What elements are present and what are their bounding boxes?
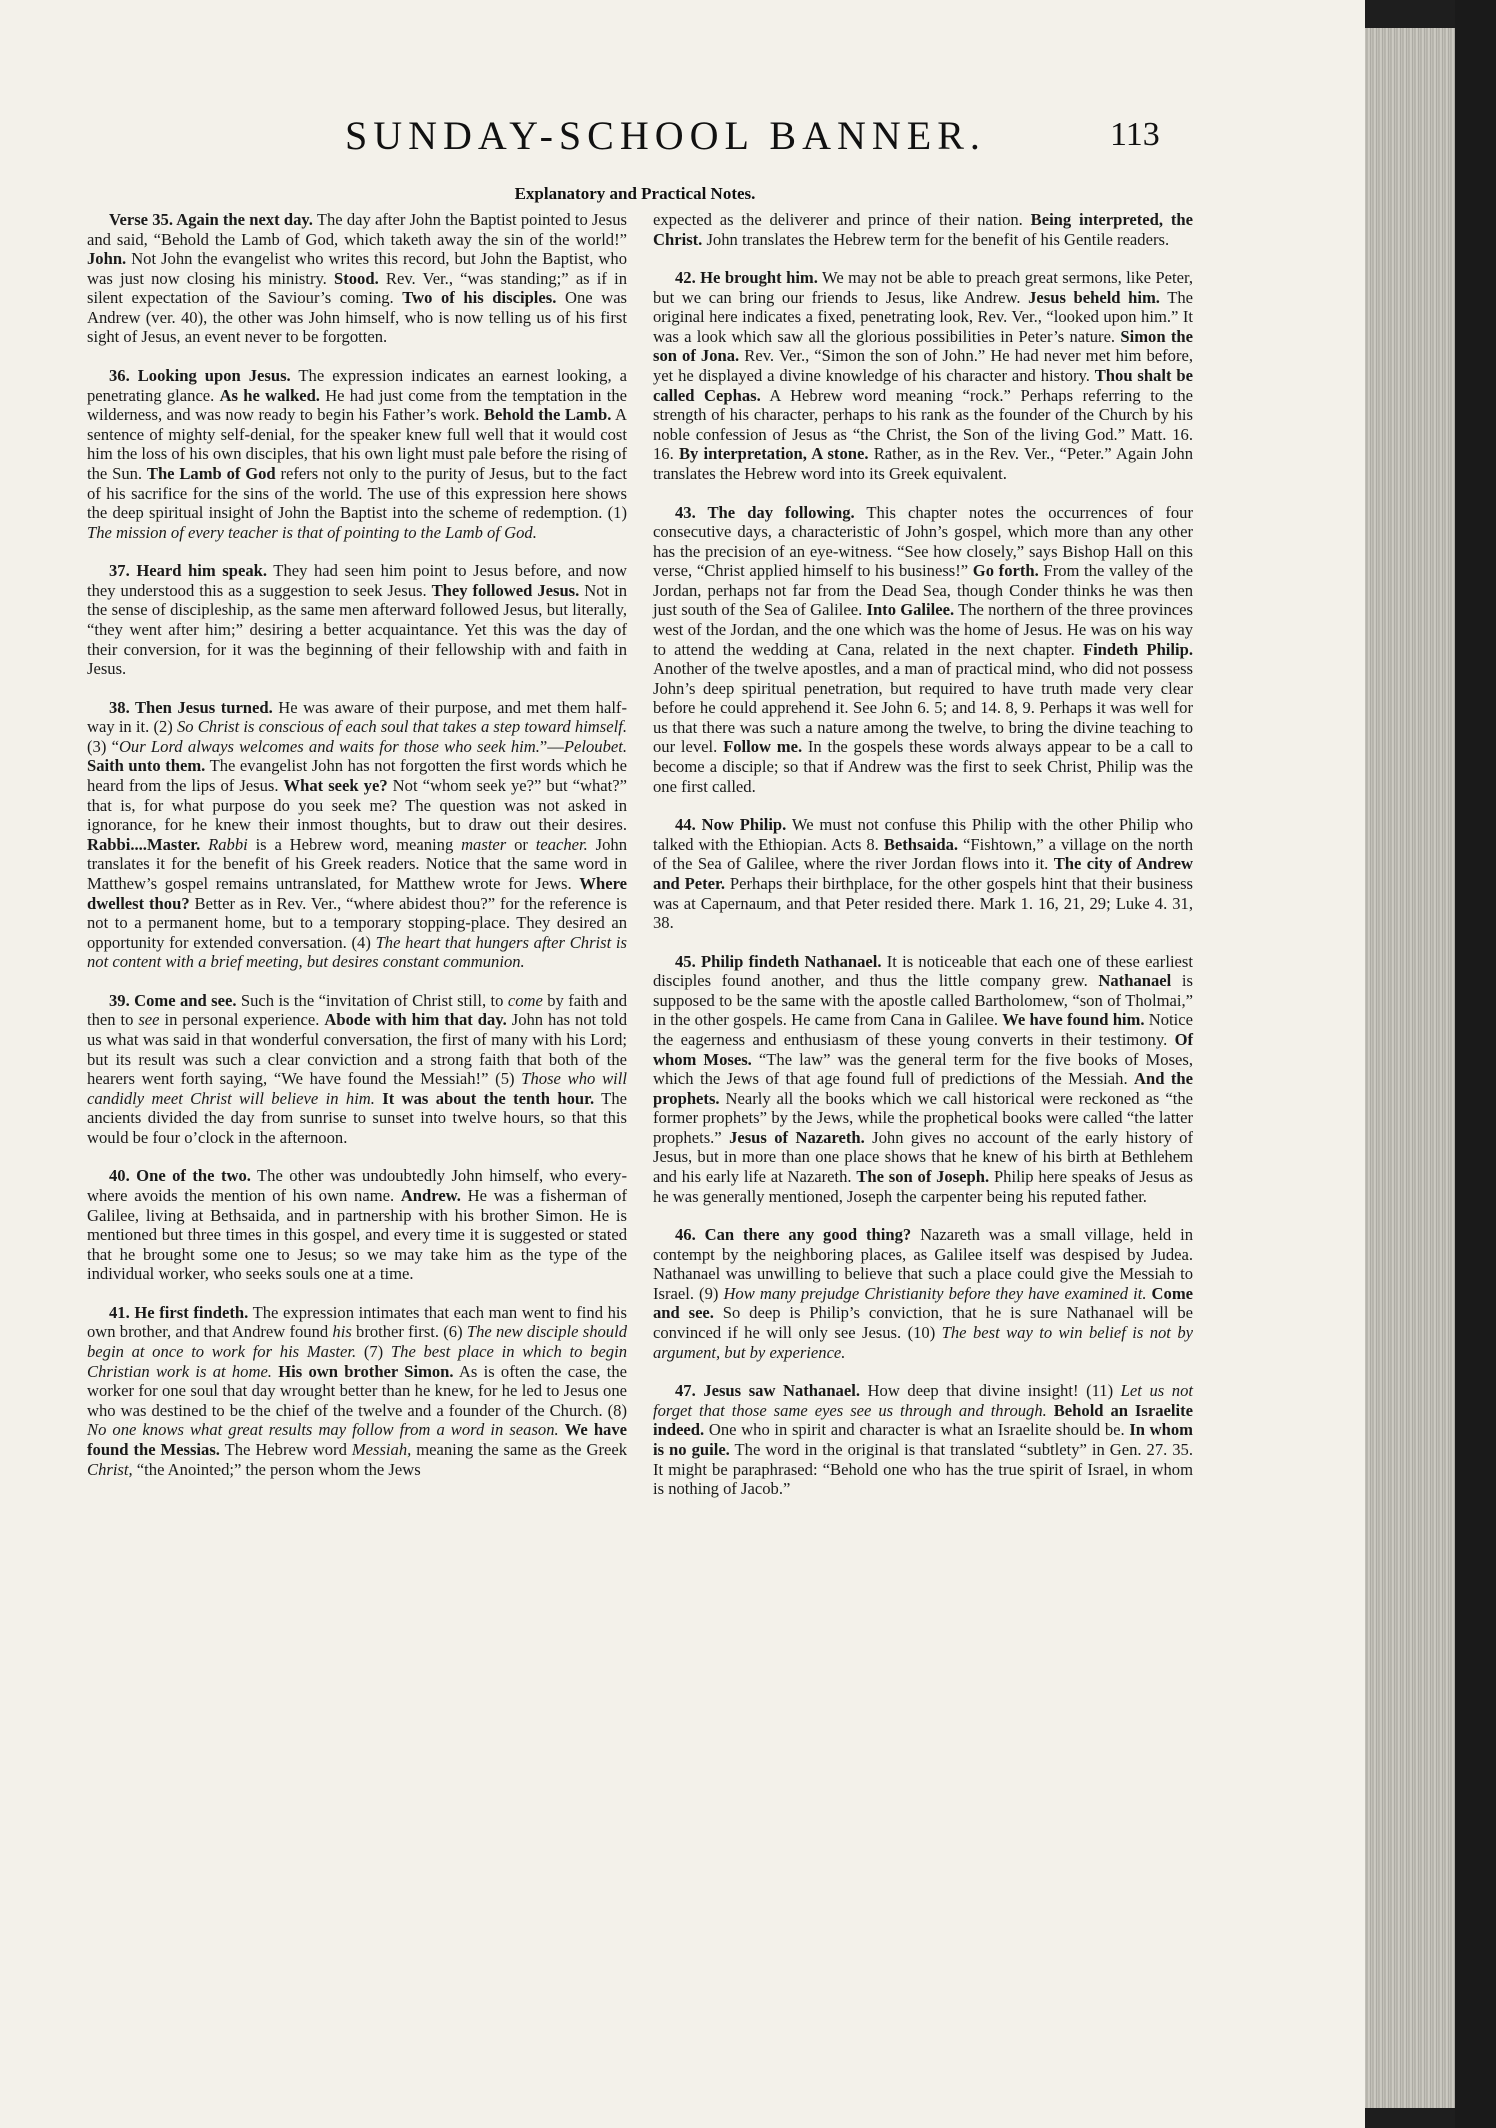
note-text: expected as the deliverer and prince of their nation. xyxy=(653,210,1031,229)
note-text: refers not only to the purity of Jesus, but to the fact of his sacrifice for the sins of the world. The use of this expression here shows the deep spiritual insight of John the Baptist into the scheme of redemption. (1) xyxy=(87,463,627,523)
note-text: or xyxy=(506,834,536,854)
note-text: We must not confuse this Philip with the other Philip who talked with the Ethiopian. Acts 8. xyxy=(653,815,1193,854)
book-cover-shadow xyxy=(1455,0,1496,2128)
italic-text: Peloubet. xyxy=(563,736,627,756)
note-lemma: And the prophets. xyxy=(653,1069,1193,1108)
note-lemma: Thou shalt be called Cephas. xyxy=(653,366,1193,405)
note-lemma: 42. He brought him. xyxy=(675,268,818,288)
note-lemma: 43. The day following. xyxy=(675,502,855,522)
note-lemma: John. xyxy=(87,249,127,269)
italic-text: No one knows what great results may follow from a word in season. xyxy=(87,1420,559,1440)
note-text: He had just come from the temptation in the wilderness, and was now ready to begin his Father’s work. xyxy=(87,385,627,425)
italic-text: master xyxy=(461,834,507,854)
note-text: The original here indicates a fixed, penetrating look, Rev. Ver., “looked upon him.” It was a look which saw all the glorious possibilities in Peter’s nature. xyxy=(653,287,1193,346)
note-lemma: Come and see. xyxy=(653,1283,1194,1323)
note-lemma: 44. Now Philip. xyxy=(675,815,787,835)
note-lemma: 40. One of the two. xyxy=(109,1166,251,1186)
note-text: John gives no account of the early history of Jesus, but in more than one place shows that he knew of his birth at Bethlehem and his early life at Nazareth. xyxy=(653,1127,1194,1187)
note-lemma: By interpretation, A stone. xyxy=(678,444,869,464)
note-text: From the valley of the Jordan, perhaps not far from the Dead Sea, though Conder thinks he was then just south of the Sea of Galilee. xyxy=(653,561,1193,620)
note-text: “Fishtown,” a village on the north of the Sea of Galilee, where the river Jordan flows into it. xyxy=(653,834,1193,874)
note-paragraph xyxy=(653,210,1193,249)
italic-text: Christ, xyxy=(87,1459,133,1479)
note-text: John has not told us what was said in that wonderful conversation, the first of many with his Lord; but its result was such a clear conviction and a strong faith that both of the hearers went forth saying, “We have found the Messiah!” (5) xyxy=(87,1010,627,1089)
note-paragraph xyxy=(653,503,1193,797)
note-lemma: They followed Jesus. xyxy=(431,580,580,600)
note-lemma: 46. Can there any good thing? xyxy=(675,1225,912,1245)
note-text xyxy=(200,835,208,854)
note-lemma: Nathanael xyxy=(1098,971,1172,991)
note-lemma: Simon the son of Jona. xyxy=(653,326,1193,366)
note-text: Nazareth was a small village, held in contempt by the neighboring places, as Galilee itself was despised by Judea. Nathanael was unwilling to believe that such a place could give the Messiah to Israel. (9) xyxy=(653,1225,1193,1303)
note-text: brother first. (6) xyxy=(351,1322,467,1342)
note-text: ”— xyxy=(539,736,564,756)
note-lemma: Jesus beheld him. xyxy=(1028,287,1160,307)
note-text: “The law” was the general term for the five books of Moses, which the Jews of that age found full of predictions of the Messiah. xyxy=(653,1049,1193,1089)
note-lemma: We have found the Messias. xyxy=(87,1420,628,1459)
note-lemma: It was about the tenth hour. xyxy=(382,1088,595,1108)
italic-text: So Christ is conscious of each soul that takes a step toward himself. xyxy=(176,717,627,737)
note-paragraph xyxy=(87,1166,627,1283)
note-lemma: His own brother Simon. xyxy=(278,1361,454,1381)
note-text: “the Anointed;” the person whom the Jews xyxy=(132,1459,421,1479)
note-text: Rather, as in the Rev. Ver., “Peter.” Again John translates the Hebrew word into its Greek equivalent. xyxy=(653,444,1194,483)
note-lemma: Rabbi....Master. xyxy=(87,834,201,854)
note-text: How deep that divine insight! (11) xyxy=(859,1381,1121,1401)
note-text: He was a fisherman of Galilee, living at Bethsaida, and in partnership with his brother Simon. He is mentioned but three times in this gospel, and every time it is suggested or stated that he brought some one to Jesus; so we may take him as the type of the individual worker, who seeks souls one at a time. xyxy=(87,1186,627,1284)
note-text: John translates it for the benefit of his Greek readers. Notice that the same word in Matthew’s gospel remains untranslated, for Matthew wrote for Jews. xyxy=(87,834,628,893)
note-lemma: Of whom Moses. xyxy=(653,1029,1193,1069)
section-heading: Explanatory and Practical Notes. xyxy=(514,184,756,203)
note-text: meaning the same as the Greek xyxy=(411,1439,628,1459)
note-paragraph xyxy=(653,1225,1193,1362)
note-lemma: 39. Come and see. xyxy=(109,990,237,1010)
note-text: One was Andrew (ver. 40), the other was John himself, who is now telling us of his first sight of Jesus, an event never to be forgotten. xyxy=(87,288,628,347)
note-lemma: 38. Then Jesus turned. xyxy=(109,697,273,717)
note-paragraph xyxy=(87,366,627,542)
note-text: Rev. Ver., “was standing;” as if in silent expectation of the Saviour’s coming. xyxy=(87,268,628,308)
page-header xyxy=(80,112,1190,162)
note-text: in personal experience. xyxy=(159,1010,325,1030)
note-lemma: Findeth Philip. xyxy=(1082,639,1194,659)
note-text: The word in the original is that translated “subtlety” in Gen. 27. 35. It might be paraphrased: “Behold one who has the true spirit of Israel, in whom is nothing of Jacob.” xyxy=(653,1439,1193,1499)
note-text: The evangelist John has not forgotten the first words which he heard from the lips of Jesus. xyxy=(87,756,627,796)
note-text: Nearly all the books which we call historical were reckoned as “the former prophets” by the Jews, while the prophetical books were called “the latter prophets.” xyxy=(653,1088,1193,1147)
note-lemma: Bethsaida. xyxy=(883,834,959,854)
note-lemma: In whom is no guile. xyxy=(653,1420,1193,1459)
note-lemma: Saith unto them. xyxy=(87,756,206,776)
note-text: The northern of the three provinces west of the Jordan, and the one which was the home of Jesus. He was on his way to attend the wedding at Cana, related in the next chapter. xyxy=(653,600,1193,659)
italic-text: How many prejudge Christianity before they have examined it. xyxy=(723,1283,1147,1303)
note-lemma: The city of Andrew and Peter. xyxy=(653,854,1193,893)
italic-text: The best place in which to begin Christian work is at home. xyxy=(87,1342,628,1381)
note-lemma: As he walked. xyxy=(219,385,320,405)
note-text: They had seen him point to Jesus before, and now they understood this as a suggestion to seek Jesus. xyxy=(87,561,627,600)
right-column xyxy=(653,210,1193,1518)
note-text: by faith and then to xyxy=(87,990,627,1030)
note-lemma: The Lamb of God xyxy=(146,463,276,483)
note-paragraph xyxy=(653,268,1193,483)
note-lemma: 37. Heard him speak. xyxy=(109,561,268,581)
page-edges xyxy=(1365,28,1455,2108)
note-lemma: We have found him. xyxy=(1002,1010,1145,1030)
note-lemma: Jesus of Nazareth. xyxy=(729,1127,865,1147)
note-text: Not “whom seek ye?” but “what?” that is, for what purpose do you seek me? The question was not asked in ignorance, for he knew their inmost thoughts, but to draw out their desires. xyxy=(87,776,627,835)
note-lemma: Into Galilee. xyxy=(866,600,955,620)
note-lemma: Behold an Israelite indeed. xyxy=(653,1400,1193,1440)
note-text: We may not be able to preach great sermons, like Peter, but we can bring our friends to Jesus, like Andrew. xyxy=(653,268,1193,307)
note-paragraph xyxy=(653,1381,1193,1498)
note-lemma: Verse 35. Again the next day. xyxy=(109,210,313,229)
note-text: A sentence of mighty self-denial, for the speaker knew full well that it would cost him the loss of his own disciples, that his own light must pale before the rising of the Sun. xyxy=(87,405,628,483)
note-text: Better as in Rev. Ver., “where abidest thou?” for the reference is not to a permanent home, but to a temporary stopping-place. They desired an opportunity for extended conversation. (4) xyxy=(87,893,628,952)
note-lemma: Where dwellest thou? xyxy=(87,873,627,913)
note-text: is supposed to be the same with the apostle called Bartholomew, “son of Tholmai,” in the other gospels. He came from Cana in Galilee. xyxy=(653,971,1193,1030)
note-text: is a Hebrew word, meaning xyxy=(247,834,462,854)
note-text: The other was undoubtedly John himself, who every-where avoids the mention of his own name. xyxy=(87,1166,627,1206)
note-text: Perhaps their birthplace, for the other gospels hint that their business was at Capernaum, and that Peter resided there. Mark 1. 16, 21, 29; Luke 4. 31, 38. xyxy=(653,873,1193,933)
note-paragraph xyxy=(87,561,627,678)
italic-text: his xyxy=(332,1322,352,1342)
note-text: Not John the evangelist who writes this record, but John the Baptist, who was just now closing his ministry. xyxy=(87,249,627,288)
note-lemma: Andrew. xyxy=(400,1186,461,1206)
note-text: In the gospels these words always appear to be a call to become a disciple; so that if Andrew was the first to seek Christ, Philip was the one first called. xyxy=(653,737,1193,796)
note-text: Notice the eagerness and enthusiasm of these young converts in their testimony. xyxy=(653,1010,1193,1049)
italic-text: Messiah, xyxy=(351,1439,412,1459)
note-text xyxy=(1047,1401,1054,1420)
note-lemma: What seek ye? xyxy=(283,776,388,796)
note-lemma: 41. He first findeth. xyxy=(109,1302,249,1322)
note-text: The ancients divided the day from sunrise to sunset into twelve hours, so that this would be four o’clock in the afternoon. xyxy=(87,1088,627,1147)
note-text: The day after John the Baptist pointed to Jesus and said, “Behold the Lamb of God, which taketh away the sin of the world!” xyxy=(87,210,627,249)
note-text: John translates the Hebrew term for the benefit of his Gentile readers. xyxy=(702,229,1170,249)
italic-text: Our Lord always welcomes and waits for those who seek him. xyxy=(118,736,540,756)
italic-text: Rabbi xyxy=(208,834,248,854)
italic-text: Let us not forget that those same eyes see us through and through. xyxy=(653,1381,1193,1420)
italic-text: teacher. xyxy=(535,834,588,854)
note-text: Such is the “invitation of Christ still, to xyxy=(236,990,508,1010)
note-text: The expression intimates that each man went to find his own brother, and that Andrew found xyxy=(87,1302,627,1342)
note-lemma: Abode with him that day. xyxy=(324,1010,507,1030)
note-paragraph xyxy=(653,952,1193,1207)
note-lemma: Being interpreted, the Christ. xyxy=(653,210,1193,249)
note-paragraph xyxy=(87,991,627,1148)
note-lemma: Follow me. xyxy=(723,737,803,757)
note-lemma: Two of his disciples. xyxy=(402,288,557,308)
italic-text: see xyxy=(138,1010,160,1030)
note-lemma: 45. Philip findeth Nathanael. xyxy=(675,951,882,971)
italic-text: The best way to win belief is not by argument, but by experience. xyxy=(653,1323,1193,1362)
note-text: So deep is Philip’s conviction, that he is sure Nathanael will be convinced if he will only see Jesus. (10) xyxy=(653,1303,1193,1343)
note-text: The Hebrew word xyxy=(219,1439,352,1459)
note-text: (7) xyxy=(356,1342,391,1362)
note-lemma: 36. Looking upon Jesus. xyxy=(109,366,291,386)
note-text: As is often the case, the worker for one soul that day wrought better than he knew, for he led to Jesus one who was destined to be the chief of the twelve and a founder of the Church. (8) xyxy=(87,1361,627,1420)
note-lemma: Stood. xyxy=(334,268,379,288)
italic-text: The heart that hungers after Christ is not content with a brief meeting, but desires constant communion. xyxy=(87,932,627,972)
note-paragraph xyxy=(87,698,627,972)
note-text: Rev. Ver., “Simon the son of John.” He had never met him before, yet he displayed a divine knowledge of his character and history. xyxy=(653,346,1194,386)
note-text: One who in spirit and character is what an Israelite should be. xyxy=(704,1420,1130,1440)
italic-text: The mission of every teacher is that of pointing to the Lamb of God. xyxy=(87,522,537,542)
italic-text: The new disciple should begin at once to work for his Master. xyxy=(87,1322,628,1362)
note-text: A Hebrew word meaning “rock.” Perhaps referring to the strength of his character, perhaps to his rank as the founder of the Church by his noble confession of Jesus as “the Christ, the Son of the living God.” Matt. 16. 16. xyxy=(653,385,1193,464)
note-text: Philip here speaks of Jesus as he was generally mentioned, Joseph the carpenter being his reputed father. xyxy=(653,1167,1193,1206)
running-title: SUNDAY-SCHOOL BANNER. xyxy=(345,113,986,158)
note-paragraph xyxy=(653,815,1193,932)
left-column xyxy=(87,210,627,1498)
note-text: (3) “ xyxy=(87,736,119,756)
note-text: Not in the sense of discipleship, as the same men afterward followed Jesus, but literally, “they went after him;” desiring a better acquaintance. Yet this was the day of their conversion, for it was the beginning of their fellowship with and faith in Jesus. xyxy=(87,580,627,679)
note-lemma: The son of Joseph. xyxy=(856,1167,990,1187)
italic-text: Those who will candidly meet Christ will believe in him. xyxy=(87,1069,627,1108)
note-lemma: Go forth. xyxy=(972,561,1039,581)
note-paragraph xyxy=(87,1303,627,1479)
note-text: The expression indicates an earnest looking, a penetrating glance. xyxy=(87,366,627,405)
note-text: This chapter notes the occurrences of four consecutive days, a characteristic of John’s gospel, which more than any other has the precision of an eye-witness. “See how closely,” says Bishop Hall on this verse, “Christ applied himself to his business!” xyxy=(653,502,1193,581)
note-text: Another of the twelve apostles, and a man of practical mind, who did not possess John’s deep spiritual penetration, but required to have truth made very clear before he could apprehend it. See John 6. 5; and 14. 8, 9. Perhaps it was well for us that there was such a nature among the twelve, to bring the divine teaching to our level. xyxy=(653,659,1193,757)
note-lemma: Behold the Lamb. xyxy=(483,405,612,425)
note-text: It is noticeable that each one of these earliest disciples found another, and thus the little company grew. xyxy=(653,951,1193,991)
note-lemma: 47. Jesus saw Nathanael. xyxy=(675,1381,860,1401)
note-text: He was aware of their purpose, and met them half-way in it. (2) xyxy=(87,697,627,737)
italic-text: come xyxy=(507,990,543,1010)
page-number: 113 xyxy=(1110,116,1160,153)
note-paragraph xyxy=(87,210,627,347)
